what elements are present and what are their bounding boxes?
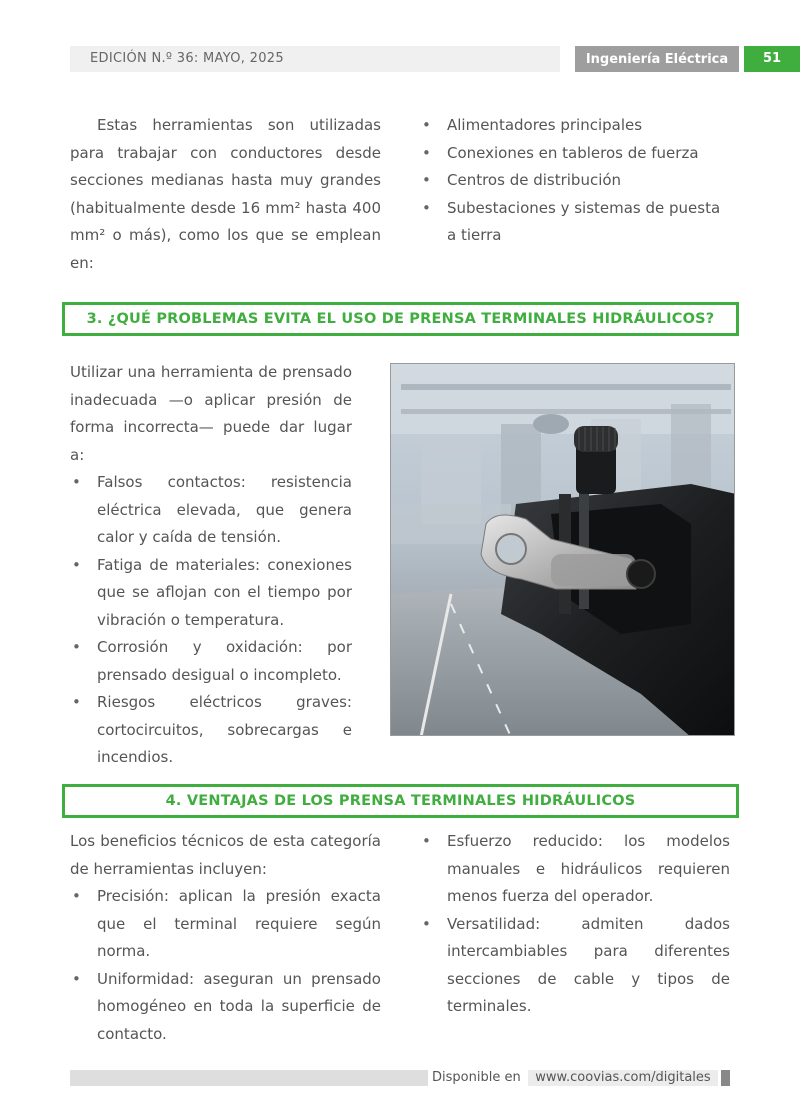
crimping-tool-photo <box>390 363 735 736</box>
section-4-title: 4. VENTAJAS DE LOS PRENSA TERMINALES HIDRÁULICOS <box>62 784 739 818</box>
section-3-column <box>70 359 352 772</box>
list-item: • Precisión: aplican la presión exacta que el terminal requiere según norma. <box>70 883 381 966</box>
list-item: • Versatilidad: admiten dados intercambiables para diferentes secciones de cable y tipos de terminales. <box>420 911 730 1021</box>
list-item: • Centros de distribución <box>420 167 730 195</box>
footer-available-label: Disponible en <box>432 1070 521 1085</box>
footer-bar <box>70 1070 428 1086</box>
list-item: • Conexiones en tableros de fuerza <box>420 140 730 168</box>
list-item: • Falsos contactos: resistencia eléctrica elevada, que genera calor y caída de tensión. <box>70 469 352 552</box>
section-4-left-column <box>70 828 381 1048</box>
page-number: 51 <box>744 46 800 72</box>
footer-end-block <box>721 1070 730 1086</box>
edition-label: EDICIÓN N.º 36: MAYO, 2025 <box>90 51 284 66</box>
list-item: • Esfuerzo reducido: los modelos manuales e hidráulicos requieren menos fuerza del operador. <box>420 828 730 911</box>
section-4-right-column <box>420 828 730 1021</box>
uses-list <box>420 112 730 250</box>
list-item: • Riesgos eléctricos graves: cortocircuitos, sobrecargas e incendios. <box>70 689 352 772</box>
problems-list <box>70 469 352 772</box>
footer-url-link[interactable]: www.coovias.com/digitales <box>528 1070 718 1086</box>
advantages-right-list <box>420 828 730 1021</box>
intro-column <box>70 112 381 277</box>
advantages-left-list <box>70 883 381 1048</box>
list-item: • Uniformidad: aseguran un prensado homogéneo en toda la superficie de contacto. <box>70 966 381 1049</box>
list-item: • Corrosión y oxidación: por prensado desigual o incompleto. <box>70 634 352 689</box>
list-item: • Alimentadores principales <box>420 112 730 140</box>
uses-column <box>420 112 730 250</box>
section-3-intro: Utilizar una herramienta de prensado inadecuada —o aplicar presión de forma incorrecta— puede dar lugar a: <box>70 363 352 464</box>
section-3-title: 3. ¿QUÉ PROBLEMAS EVITA EL USO DE PRENSA TERMINALES HIDRÁULICOS? <box>62 302 739 336</box>
intro-paragraph: Estas herramientas son utilizadas para trabajar con conductores desde secciones medianas hasta muy grandes (habitualmente desde 16 mm² hasta 400 mm² o más), como los que se emplean en: <box>70 116 381 272</box>
section-4-intro: Los beneficios técnicos de esta categoría de herramientas incluyen: <box>70 832 381 878</box>
crimping-tool-illustration <box>391 364 735 736</box>
list-item: • Subestaciones y sistemas de puesta a tierra <box>420 195 730 250</box>
section-label: Ingeniería Eléctrica <box>575 46 739 72</box>
header-edition-bar <box>70 46 560 72</box>
list-item: • Fatiga de materiales: conexiones que se aflojan con el tiempo por vibración o temperatura. <box>70 552 352 635</box>
